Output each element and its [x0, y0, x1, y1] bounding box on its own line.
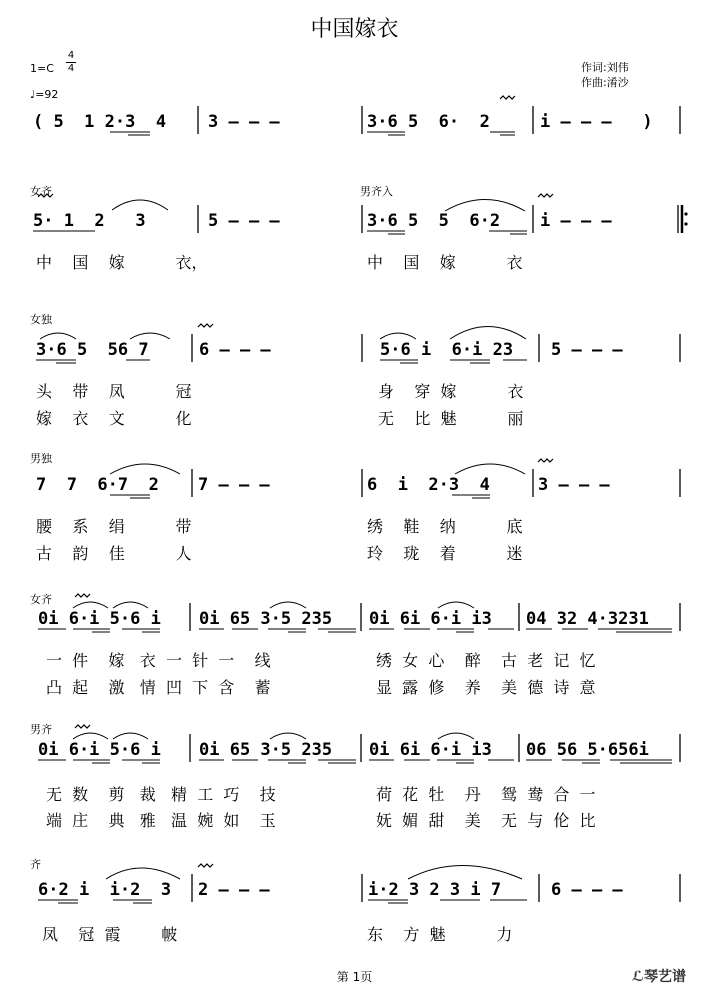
system-3-measure-3: 5·6 i 6·i 23: [380, 340, 514, 360]
system-2-measure-3: 3·6 5 5 6·2: [367, 211, 501, 231]
lyric-line-4a: 腰 系 绢 带: [36, 517, 192, 536]
system-2-voice-label: 女齐: [30, 185, 52, 198]
lyric-line-4b: 绣 鞋 纳 底: [367, 517, 523, 536]
slur: [110, 464, 180, 474]
key-signature: 1=C: [30, 62, 54, 75]
slur: [455, 464, 525, 474]
time-signature-top: 4: [67, 50, 75, 61]
system-7-voice-label: 齐: [30, 858, 41, 871]
lyric-line-2b: 身 穿 嫁 衣: [378, 382, 524, 401]
quarter-note-icon: ♩: [30, 88, 36, 101]
system-3-measure-4: 5 – – –: [551, 340, 623, 360]
system-6-measure-3: 0i 6i 6·i i3: [369, 740, 492, 760]
slur: [73, 602, 108, 608]
lyric-line-10a: 凤 冠 霞 帔: [42, 925, 178, 944]
slur: [438, 733, 474, 739]
slur: [450, 327, 526, 340]
system-5-measure-2: 0i 65 3·5 235: [199, 609, 333, 629]
system-2-measure-2: 5 – – –: [208, 211, 280, 231]
slur: [130, 333, 170, 339]
trill-mark: [500, 96, 515, 99]
lyric-line-8a: 无 数 剪 裁 精 工 巧 技: [46, 785, 276, 804]
lyric-line-9b: 妩 媚 甜 美 无 与 伦 比: [376, 811, 596, 830]
system-2-measure-1: 5· 1 2 3: [33, 211, 146, 231]
lyric-line-7a: 凸 起 激 情 凹 下 含 蓄: [46, 678, 271, 697]
lyric-line-5a: 古 韵 佳 人: [36, 544, 192, 563]
lyric-line-7b: 显 露 修 养 美 德 诗 意: [376, 678, 596, 697]
lyric-line-9a: 端 庄 典 雅 温 婉 如 玉: [46, 811, 276, 830]
beam-underlines: [33, 132, 672, 903]
lyric-line-8b: 荷 花 牡 丹 鸳 鸯 合 一: [376, 785, 596, 804]
system-3-voice-label: 女独: [30, 313, 52, 326]
system-7-measure-3: i·2 3 2 3 i 7: [368, 880, 502, 900]
slur: [270, 733, 306, 739]
slur: [112, 200, 168, 210]
trill-mark: [538, 194, 553, 197]
repeat-dot: [684, 222, 687, 225]
slur: [408, 866, 522, 880]
trill-mark: [198, 864, 213, 867]
system-3-measure-1: 3·6 5 56 7: [36, 340, 149, 360]
system-6-measure-1: 0i 6·i 5·6 i: [38, 740, 161, 760]
system-2-measure-4: i – – –: [540, 211, 612, 231]
song-title: 中国嫁衣: [310, 17, 399, 42]
lyric-line-5b: 玲 珑 着 迷: [367, 544, 523, 563]
slur: [73, 733, 108, 739]
lyric-line-6b: 绣 女 心 醉 古 老 记 忆: [376, 651, 596, 670]
system-6-measure-4: 06 56 5·656i: [526, 740, 649, 760]
lyric-line-6a: 一 件 嫁 衣 一 针 一 线: [46, 651, 271, 670]
lyric-line-3b: 无 比 魅 丽: [378, 409, 524, 428]
lyric-line-1b: 中 国 嫁 衣: [367, 253, 523, 272]
trill-mark: [75, 725, 90, 728]
system-4-measure-2: 7 – – –: [198, 475, 270, 495]
tempo-value: =92: [35, 88, 59, 101]
system-1-measure-2: 3 – – –: [208, 112, 280, 132]
page-number: 第 1页: [336, 970, 373, 984]
slur: [445, 200, 525, 212]
lyric-line-2a: 头 带 凤 冠: [36, 382, 192, 401]
system-6-voice-label: 男齐: [30, 723, 52, 736]
lyric-line-1a: 中 国 嫁 衣，: [36, 253, 208, 272]
time-signature-bottom: 4: [67, 63, 75, 74]
trill-mark: [538, 459, 553, 462]
slur: [113, 602, 148, 608]
slur: [270, 602, 306, 608]
lyric-line-10b: 东 方 魅 力: [367, 925, 513, 944]
slurs: [40, 200, 526, 880]
system-1-measure-3: 3·6 5 6· 2: [367, 112, 490, 132]
slur: [113, 733, 148, 739]
system-5-measure-3: 0i 6i 6·i i3: [369, 609, 492, 629]
system-7-measure-1: 6·2 i i·2 3: [38, 880, 172, 900]
slur: [380, 333, 416, 339]
system-4-measure-4: 3 – – –: [538, 475, 610, 495]
system-2-entry-label: 男齐入: [360, 185, 393, 198]
system-4-measure-3: 6 i 2·3 4: [367, 475, 490, 495]
composer-credit: 作曲:淆沙: [581, 76, 629, 89]
slur: [40, 333, 76, 339]
system-4-voice-label: 男独: [30, 452, 52, 465]
repeat-dots: [684, 212, 687, 225]
trill-ornaments: [38, 96, 553, 867]
system-5-measure-4: 04 32 4·3231: [526, 609, 649, 629]
lyricist-credit: 作词:刘伟: [581, 61, 629, 74]
trill-mark: [198, 324, 213, 327]
logo-mark-icon: ℒ: [632, 969, 644, 985]
system-5-voice-label: 女齐: [30, 593, 52, 606]
trill-mark: [38, 194, 53, 197]
trill-mark: [75, 594, 90, 597]
slur: [106, 868, 180, 879]
system-7-measure-4: 6 – – –: [551, 880, 623, 900]
system-3-measure-2: 6 – – –: [199, 340, 271, 360]
repeat-dot: [684, 212, 687, 215]
barlines: [190, 106, 682, 902]
system-1-measure-4: i – – – ): [540, 112, 653, 132]
system-4-measure-1: 7 7 6·7 2: [36, 475, 159, 495]
system-1-measures-1-2-left: ( 5 1 2·3 4: [33, 112, 167, 132]
system-7-measure-2: 2 – – –: [198, 880, 270, 900]
slur: [438, 602, 474, 608]
site-logo: [632, 966, 686, 986]
logo-text: 琴艺谱: [644, 969, 686, 985]
system-6-measure-2: 0i 65 3·5 235: [199, 740, 333, 760]
lyric-line-3a: 嫁 衣 文 化: [36, 409, 192, 428]
system-5-measure-1: 0i 6·i 5·6 i: [38, 609, 161, 629]
